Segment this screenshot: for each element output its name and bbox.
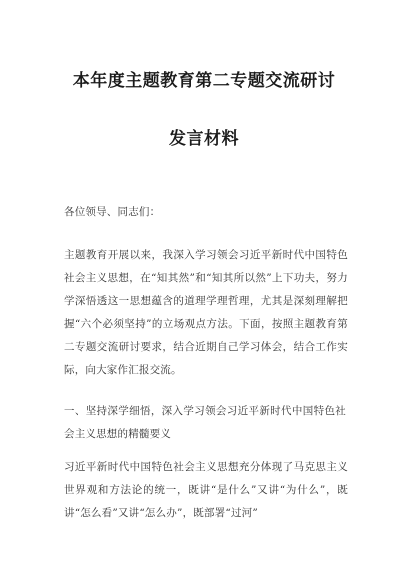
salutation: 各位领导、同志们： xyxy=(64,206,161,218)
document-title-line-1: 本年度主题教育第二专题交流研讨 xyxy=(72,71,336,91)
document-title-line-2: 发言材料 xyxy=(169,129,239,149)
paragraph-intro: 主题教育开展以来，我深入学习领会习近平新时代中国特色社会主义思想，在“知其然”和“知其所以然”上下功夫，努力学深悟透这一思想蕴含的道理学理哲理，尤其是深刻理解把握“六个必须坚持”的立场观点方法。下面，按照主题教育第二专题交流研讨要求，结合近期自己学习体会，结合工作实际，向大家作汇报交流。 xyxy=(64,249,348,376)
paragraph-section-1: 习近平新时代中国特色社会主义思想充分体现了马克思主义世界观和方法论的统一，既讲“是什么”又讲“为什么”，既讲“怎么看”又讲“怎么办”，既部署“过河” xyxy=(64,461,348,519)
section-heading-1: 一、坚持深学细悟，深入学习领会习近平新时代中国特色社会主义思想的精髓要义 xyxy=(64,405,346,440)
